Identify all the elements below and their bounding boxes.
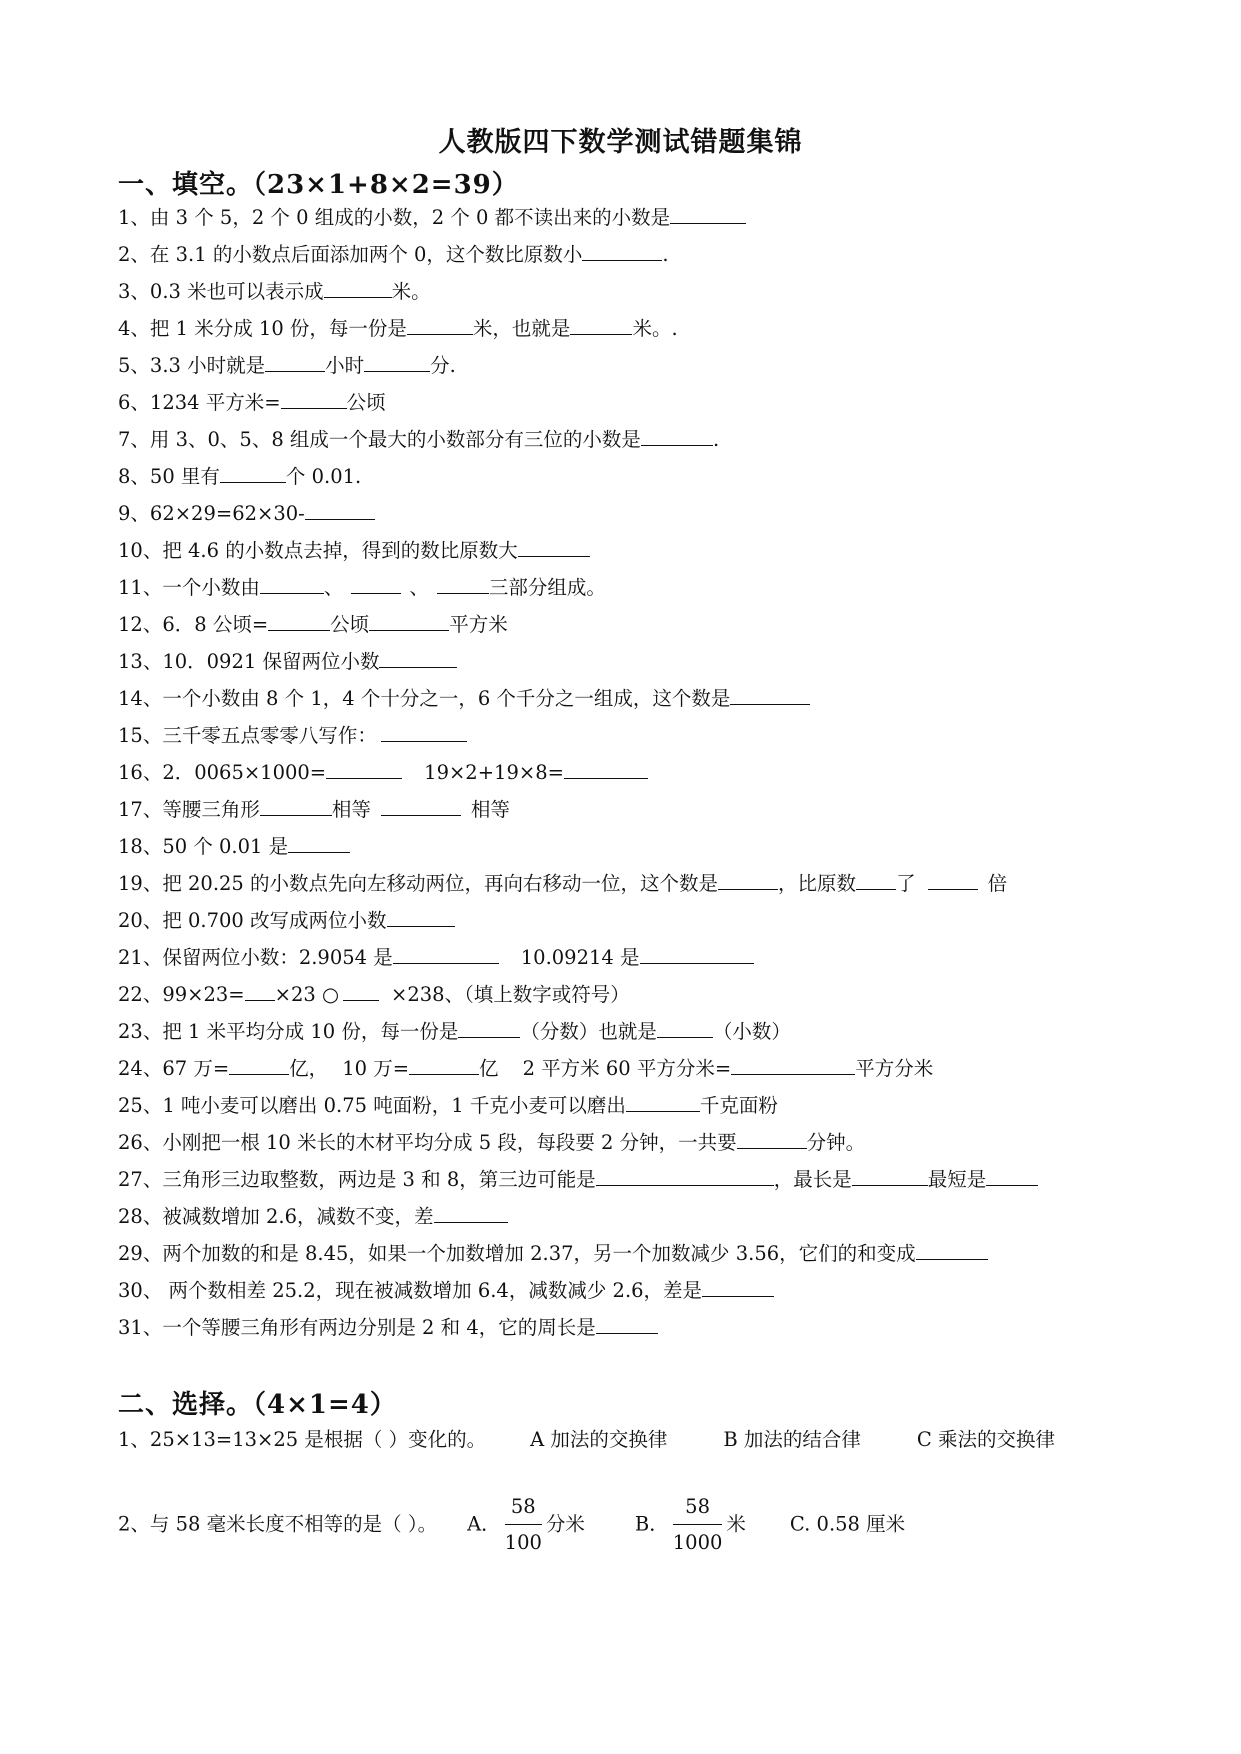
answer-blank [437, 575, 489, 594]
question-text: 25、1 吨小麦可以磨出 0.75 吨面粉，1 千克小麦可以磨出 [118, 1094, 626, 1117]
question-text: 10.09214 是 [520, 946, 640, 969]
fill-question-8 [118, 464, 361, 489]
fraction-denominator: 1000 [672, 1531, 723, 1554]
fill-question-12 [118, 612, 508, 637]
question-text: 10 万= [342, 1057, 410, 1080]
fill-question-15 [118, 723, 467, 748]
question-text: 亿， [289, 1057, 329, 1080]
question-text: 28、被减数增加 2.6，减数不变，差 [118, 1205, 434, 1228]
fill-question-2 [118, 242, 669, 267]
fill-question-29 [118, 1241, 988, 1266]
question-text: ×23 ○ [274, 983, 339, 1006]
answer-blank [737, 1130, 807, 1149]
answer-blank [288, 834, 350, 853]
fill-question-17 [118, 797, 510, 822]
fill-question-23 [118, 1019, 791, 1044]
option-b-label: B． [634, 1512, 669, 1536]
fraction-a [505, 1492, 542, 1558]
answer-blank [265, 353, 325, 372]
answer-blank [369, 612, 449, 631]
fill-question-3 [118, 279, 431, 304]
answer-blank [305, 501, 375, 520]
question-text: 6、1234 平方米= [118, 391, 281, 414]
answer-blank [229, 1056, 289, 1075]
answer-blank [324, 279, 392, 298]
question-text: 31、一个等腰三角形有两边分别是 2 和 4，它的周长是 [118, 1316, 596, 1339]
fill-question-4 [118, 316, 678, 341]
answer-blank [928, 871, 978, 890]
worksheet-title: 人教版四下数学测试错题集锦 [438, 127, 803, 158]
answer-blank [641, 427, 713, 446]
question-text: 了 [896, 872, 916, 895]
question-text: 13、10．0921 保留两位小数 [118, 650, 380, 673]
question-text: 相等 [331, 798, 371, 821]
fill-question-6 [118, 390, 386, 415]
fill-question-9 [118, 501, 375, 526]
answer-blank [640, 945, 754, 964]
section2-heading: 二、选择。（4×1=4） [118, 1390, 397, 1420]
fill-question-20 [118, 908, 455, 933]
option-c: C 乘法的交换律 [916, 1428, 1056, 1451]
question-text: 公顷 [330, 613, 370, 636]
answer-blank [657, 1019, 713, 1038]
answer-blank [458, 1019, 520, 1038]
answer-blank [281, 390, 347, 409]
question-text: 三部分组成。 [488, 576, 606, 599]
fill-question-30 [118, 1278, 774, 1303]
answer-blank [268, 612, 330, 631]
answer-blank [245, 982, 275, 1001]
question-text: 14、一个小数由 8 个 1，4 个十分之一，6 个千分之一组成，这个数是 [118, 687, 731, 710]
question-text: 24、67 万= [118, 1057, 230, 1080]
question-text: ×238、（填上数字或符号） [391, 983, 630, 1006]
question-text: 分. [430, 354, 456, 377]
choice-question-1 [118, 1428, 1055, 1452]
answer-blank [381, 797, 461, 816]
question-text: 22、99×23= [118, 983, 245, 1006]
answer-blank [393, 945, 499, 964]
question-text: 9、62×29=62×30- [118, 502, 305, 525]
fill-question-31 [118, 1315, 658, 1340]
answer-blank [702, 1278, 774, 1297]
answer-blank [731, 1056, 855, 1075]
question-text: 公顷 [346, 391, 386, 414]
fill-question-19 [118, 871, 1007, 896]
question-text: 1、25×13=13×25 是根据（ ）变化的。 [118, 1428, 487, 1451]
question-text: 个 0.01. [285, 465, 362, 488]
fill-question-21 [118, 945, 754, 970]
answer-blank [409, 1056, 479, 1075]
answer-blank [596, 1315, 658, 1334]
fill-question-22 [118, 982, 630, 1007]
answer-blank [626, 1093, 700, 1112]
fill-question-7 [118, 427, 719, 452]
fill-question-11 [118, 575, 606, 600]
fill-question-16 [118, 760, 648, 785]
fill-question-1 [118, 205, 746, 230]
fill-question-18 [118, 834, 350, 859]
answer-blank [434, 1204, 508, 1223]
question-text: 1、由 3 个 5，2 个 0 组成的小数，2 个 0 都不读出来的小数是 [118, 206, 671, 229]
option-a-label: A． [467, 1512, 501, 1536]
question-text: 11、一个小数由 [118, 576, 260, 599]
question-text: 19×2+19×8= [424, 761, 564, 784]
question-text: 12、6．8 公顷= [118, 613, 269, 636]
answer-blank [260, 797, 332, 816]
answer-blank [916, 1241, 988, 1260]
question-text: 17、等腰三角形 [118, 798, 260, 821]
fill-question-5 [118, 353, 456, 378]
answer-blank [596, 1167, 774, 1186]
question-text: 相等 [470, 798, 510, 821]
question-text: （分数）也就是 [520, 1020, 657, 1043]
section1-heading: 一、填空。（23×1+8×2=39） [118, 170, 519, 200]
question-text: 10、把 4.6 的小数点去掉，得到的数比原数大 [118, 539, 518, 562]
answer-blank [326, 760, 402, 779]
question-text: 2 平方米 60 平方分米= [522, 1057, 732, 1080]
question-text: 29、两个加数的和是 8.45，如果一个加数增加 2.37，另一个加数减少 3.56，它们的和变成 [118, 1242, 916, 1265]
option-a: A 加法的交换律 [530, 1428, 668, 1451]
question-text: 、 [323, 576, 344, 599]
option-c: C. 0.58 厘米 [789, 1512, 906, 1536]
question-text: 千克面粉 [699, 1094, 778, 1117]
question-text: 分钟。 [806, 1131, 866, 1154]
option-b: B 加法的结合律 [723, 1428, 861, 1451]
answer-blank [387, 908, 455, 927]
question-text: 23、把 1 米平均分成 10 份，每一份是 [118, 1020, 459, 1043]
answer-blank [220, 464, 286, 483]
fill-question-13 [118, 649, 457, 674]
fraction-numerator: 58 [505, 1492, 542, 1525]
answer-blank [730, 686, 810, 705]
question-text: 27、三角形三边取整数，两边是 3 和 8，第三边可能是 [118, 1168, 596, 1191]
answer-blank [856, 871, 896, 890]
answer-blank [407, 316, 473, 335]
answer-blank [718, 871, 778, 890]
question-text: （小数） [712, 1020, 791, 1043]
question-text: 30、 两个数相差 25.2，现在被减数增加 6.4，减数减少 2.6，差是 [118, 1279, 703, 1302]
question-text: 米。 [391, 280, 431, 303]
question-text: 19、把 20.25 的小数点先向左移动两位，再向右移动一位，这个数是 [118, 872, 719, 895]
answer-blank [570, 316, 632, 335]
question-text: 2、在 3.1 的小数点后面添加两个 0，这个数比原数小 [118, 243, 583, 266]
question-text: 21、保留两位小数：2.9054 是 [118, 946, 393, 969]
fill-question-25 [118, 1093, 778, 1118]
answer-blank [852, 1167, 928, 1186]
question-text: . [662, 243, 669, 266]
question-text: 平方米 [449, 613, 508, 636]
question-text: 16、2．0065×1000= [118, 761, 327, 784]
question-text: ，最长是 [773, 1168, 852, 1191]
answer-blank [379, 649, 457, 668]
question-text: 26、小刚把一根 10 米长的木材平均分成 5 段，每段要 2 分钟，一共要 [118, 1131, 737, 1154]
question-text: 7、用 3、0、5、8 组成一个最大的小数部分有三位的小数是 [118, 428, 641, 451]
question-text: 4、把 1 米分成 10 份，每一份是 [118, 317, 407, 340]
answer-blank [670, 205, 746, 224]
answer-blank [986, 1167, 1038, 1186]
answer-blank [364, 353, 430, 372]
question-text: 米。. [632, 317, 678, 340]
fill-question-26 [118, 1130, 865, 1155]
answer-blank [381, 723, 467, 742]
answer-blank [518, 538, 590, 557]
question-text: 2、与 58 毫米长度不相等的是（ ）。 [118, 1512, 438, 1536]
question-text: 5、3.3 小时就是 [118, 354, 266, 377]
question-text: 平方分米 [855, 1057, 934, 1080]
question-text: 8、50 里有 [118, 465, 220, 488]
fill-question-27 [118, 1167, 1038, 1192]
question-text: 20、把 0.700 改写成两位小数 [118, 909, 387, 932]
fraction-denominator: 100 [504, 1531, 542, 1554]
question-text: . [712, 428, 720, 451]
answer-blank [564, 760, 648, 779]
question-text: 倍 [987, 872, 1008, 895]
fraction-b [673, 1492, 723, 1558]
answer-blank [582, 242, 662, 261]
question-text: 米，也就是 [472, 317, 571, 340]
question-text: 小时 [325, 354, 365, 377]
answer-blank [351, 575, 401, 594]
fill-question-14 [118, 686, 810, 711]
option-a-unit: 分米 [545, 1512, 585, 1536]
fraction-numerator: 58 [673, 1492, 723, 1525]
question-text: 15、三千零五点零零八写作： [118, 724, 377, 747]
question-text: ，比原数 [778, 872, 857, 895]
option-b-unit: 米 [726, 1512, 746, 1536]
choice-question-2 [118, 1492, 905, 1558]
question-text: 18、50 个 0.01 是 [118, 835, 289, 858]
question-text: 、 [409, 576, 429, 599]
answer-blank [260, 575, 324, 594]
fill-question-24 [118, 1056, 933, 1081]
fill-question-28 [118, 1204, 508, 1229]
answer-blank [343, 982, 379, 1001]
question-text: 亿 [479, 1057, 499, 1080]
question-text: 3、0.3 米也可以表示成 [118, 280, 324, 303]
fill-question-10 [118, 538, 590, 563]
question-text: 最短是 [927, 1168, 987, 1191]
